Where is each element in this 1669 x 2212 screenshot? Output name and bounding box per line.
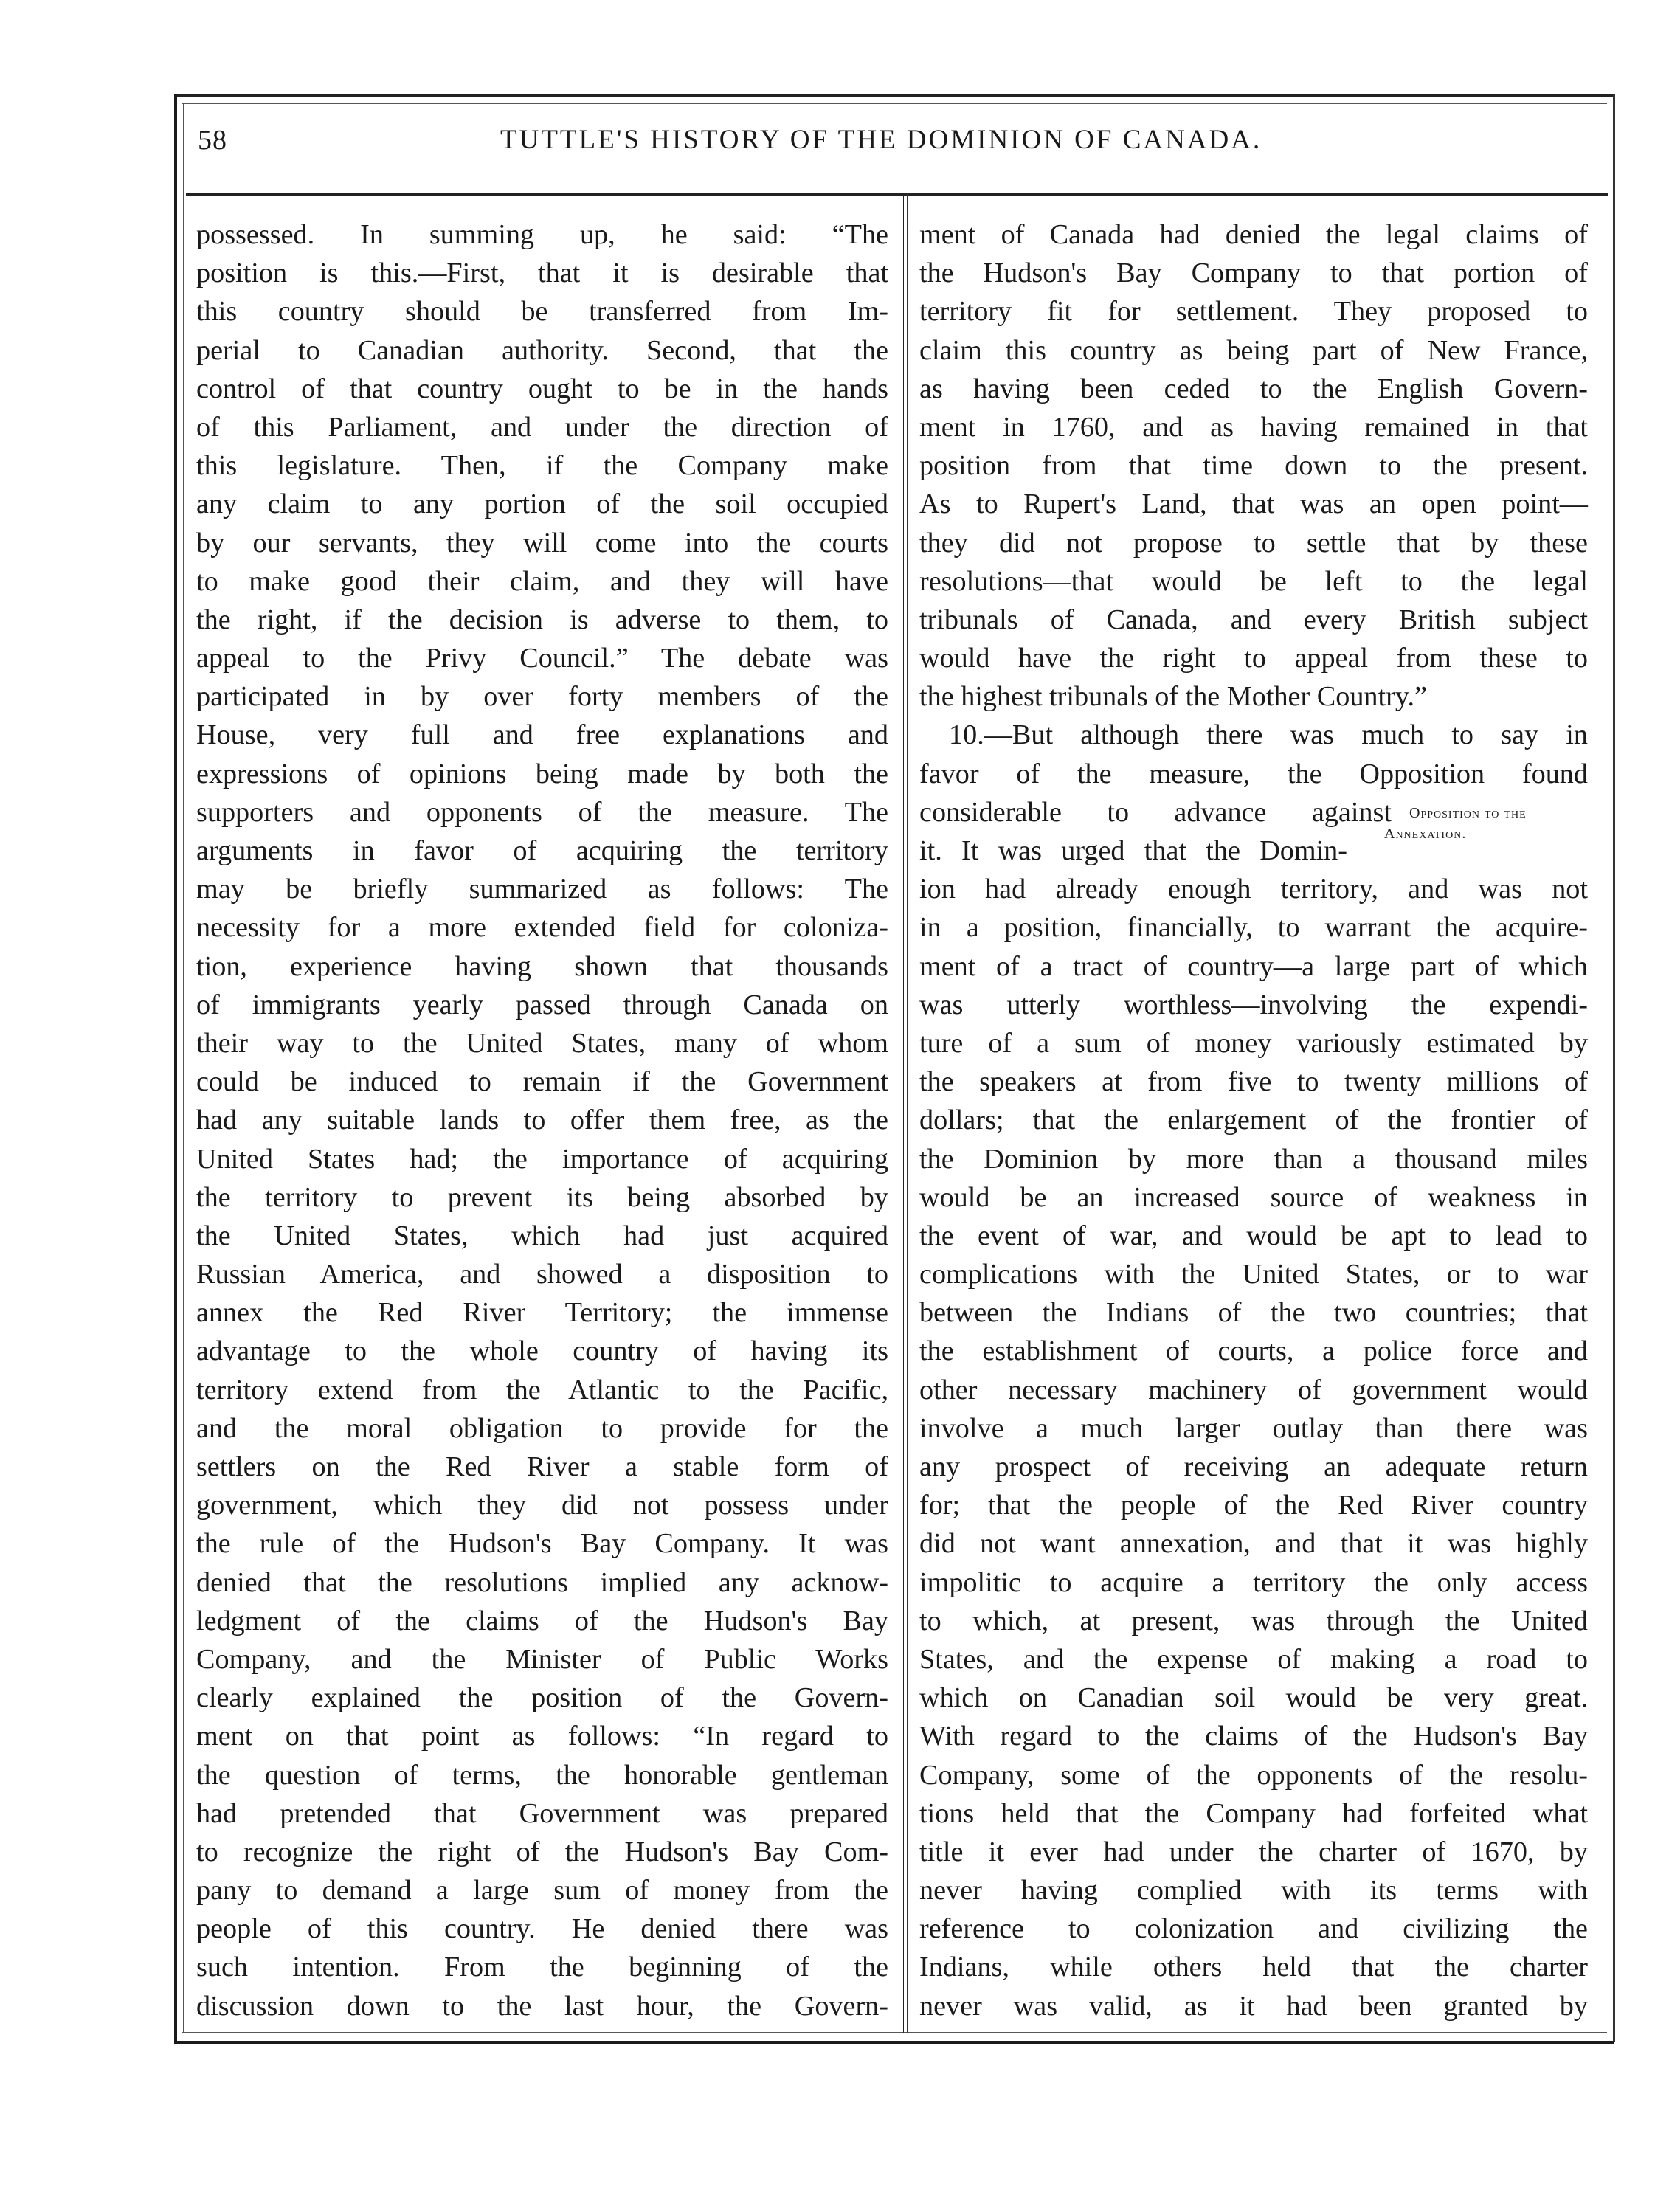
line-text: Russian America, and showed a disposition to bbox=[196, 1259, 888, 1290]
line-text: dollars; that the enlargement of the frontier of bbox=[919, 1105, 1588, 1136]
text-line bbox=[196, 1602, 888, 1640]
text-line bbox=[919, 1602, 1588, 1640]
line-text: necessity for a more extended field for coloniza- bbox=[196, 912, 888, 944]
line-text: any claim to any portion of the soil occupied bbox=[196, 488, 888, 520]
text-line bbox=[196, 908, 888, 947]
text-line bbox=[196, 1486, 888, 1524]
text-line bbox=[196, 1717, 888, 1755]
text-line bbox=[919, 1255, 1588, 1293]
text-line bbox=[196, 1756, 888, 1794]
text-line bbox=[196, 1293, 888, 1332]
line-text: had any suitable lands to offer them free, as the bbox=[196, 1105, 888, 1136]
line-text: they did not propose to settle that by these bbox=[919, 527, 1588, 559]
text-line bbox=[919, 1178, 1588, 1217]
text-line bbox=[196, 1024, 888, 1062]
line-text: of this Parliament, and under the direction of bbox=[196, 411, 888, 443]
line-text: pany to demand a large sum of money from the bbox=[196, 1875, 888, 1907]
text-line bbox=[196, 947, 888, 986]
line-text: the territory to prevent its being absorbed by bbox=[196, 1181, 888, 1213]
line-text: could be induced to remain if the Government bbox=[196, 1066, 888, 1098]
line-text: the event of war, and would be apt to lead to bbox=[919, 1220, 1588, 1251]
text-line bbox=[919, 1833, 1588, 1871]
text-line bbox=[919, 1486, 1588, 1524]
text-line bbox=[919, 485, 1588, 523]
line-text: in a position, financially, to warrant the acquire- bbox=[919, 912, 1588, 944]
line-text: would be an increased source of weakness in bbox=[919, 1181, 1588, 1213]
text-line bbox=[196, 601, 888, 639]
text-line bbox=[919, 1332, 1588, 1370]
line-text: never having complied with its terms with bbox=[919, 1875, 1588, 1907]
line-text: the speakers at from five to twenty millions of bbox=[919, 1066, 1588, 1098]
line-text: this legislature. Then, if the Company make bbox=[196, 450, 888, 482]
line-text: the right, if the decision is adverse to them, to bbox=[196, 604, 888, 635]
line-text: their way to the United States, many of whom bbox=[196, 1027, 888, 1059]
text-line bbox=[196, 1987, 888, 2025]
text-line bbox=[919, 215, 1588, 254]
line-text: clearly explained the position of the Govern- bbox=[196, 1682, 888, 1714]
paragraph-10-line-4 bbox=[919, 826, 1588, 870]
text-line bbox=[919, 1717, 1588, 1755]
line-text: With regard to the claims of the Hudson's Bay bbox=[919, 1721, 1588, 1752]
text-line bbox=[196, 1948, 888, 1986]
line-text: government, which they did not possess under bbox=[196, 1490, 888, 1521]
line-text: the Hudson's Bay Company to that portion of bbox=[919, 258, 1588, 289]
text-line bbox=[919, 1101, 1588, 1139]
line-text: appeal to the Privy Council.” The debate was bbox=[196, 643, 888, 674]
line-text: Indians, while others held that the charter bbox=[919, 1952, 1588, 1983]
line-text: and the moral obligation to provide for the bbox=[196, 1412, 888, 1444]
text-line bbox=[919, 1024, 1588, 1062]
line-text: the rule of the Hudson's Bay Company. It was bbox=[196, 1528, 888, 1560]
line-text: between the Indians of the two countries; that bbox=[919, 1297, 1588, 1329]
text-line bbox=[196, 1833, 888, 1871]
left-column bbox=[196, 215, 888, 2025]
text-line bbox=[919, 1640, 1588, 1679]
line-text: settlers on the Red River a stable form of bbox=[196, 1451, 888, 1482]
line-text: ledgment of the claims of the Hudson's Bay bbox=[196, 1605, 888, 1636]
text-line bbox=[919, 1409, 1588, 1448]
text-line bbox=[196, 1524, 888, 1563]
text-line bbox=[196, 1679, 888, 1717]
line-text: advantage to the whole country of having its bbox=[196, 1335, 888, 1367]
text-line bbox=[919, 370, 1588, 408]
right-column bbox=[919, 215, 1588, 2025]
text-line bbox=[196, 793, 888, 832]
text-line bbox=[196, 832, 888, 870]
line-text: ment of Canada had denied the legal claims of bbox=[919, 219, 1588, 250]
text-line bbox=[919, 1448, 1588, 1486]
right-column-rest-block bbox=[919, 870, 1588, 2025]
text-line bbox=[196, 562, 888, 601]
line-text: would have the right to appeal from these to bbox=[919, 643, 1588, 674]
text-line bbox=[196, 1178, 888, 1217]
line-text: title it ever had under the charter of 1670, by bbox=[919, 1836, 1588, 1867]
line-text: this country should be transferred from Im- bbox=[196, 296, 888, 328]
line-text: which on Canadian soil would be very great. bbox=[919, 1682, 1588, 1714]
text-line bbox=[196, 1101, 888, 1139]
running-title: TUTTLE'S HISTORY OF THE DOMINION OF CANADA. bbox=[500, 125, 1262, 155]
text-line bbox=[919, 408, 1588, 446]
text-line bbox=[196, 1409, 888, 1448]
text-line: it. It was urged that the Domin- bbox=[919, 835, 1347, 866]
page-frame-bottom-inner-rule bbox=[182, 2032, 1607, 2033]
line-text: the Dominion by more than a thousand miles bbox=[919, 1143, 1588, 1175]
line-text: control of that country ought to be in the hands bbox=[196, 373, 888, 404]
line-text: impolitic to acquire a territory the only access bbox=[919, 1566, 1588, 1598]
text-line bbox=[919, 1371, 1588, 1409]
header-rule bbox=[186, 193, 1608, 196]
text-line bbox=[196, 1640, 888, 1679]
line-text: may be briefly summarized as follows: The bbox=[196, 874, 888, 905]
text-line bbox=[196, 254, 888, 292]
text-line bbox=[196, 1909, 888, 1948]
paragraph-10-line-3 bbox=[919, 793, 1588, 832]
line-text: the highest tribunals of the Mother Country.” bbox=[919, 681, 1427, 713]
line-text: ment in 1760, and as having remained in that bbox=[919, 411, 1588, 443]
text-line bbox=[919, 908, 1588, 947]
text-line bbox=[919, 870, 1588, 908]
text-line bbox=[196, 524, 888, 562]
page-header bbox=[198, 124, 1600, 168]
line-text: ion had already enough territory, and was not bbox=[919, 874, 1588, 905]
text-line bbox=[196, 1140, 888, 1178]
side-note-annexation bbox=[1384, 826, 1466, 842]
line-text: position is this.—First, that it is desirable that bbox=[196, 258, 888, 289]
line-text: territory extend from the Atlantic to the Pacific, bbox=[196, 1374, 888, 1406]
line-text: annex the Red River Territory; the immense bbox=[196, 1297, 888, 1329]
text-line bbox=[919, 601, 1588, 639]
text-line bbox=[919, 254, 1588, 292]
text-line bbox=[919, 1794, 1588, 1833]
line-text: ment of a tract of country—a large part of which bbox=[919, 950, 1588, 982]
line-text: other necessary machinery of government would bbox=[919, 1374, 1588, 1406]
line-text: expressions of opinions being made by both the bbox=[196, 758, 888, 789]
line-text: the establishment of courts, a police force and bbox=[919, 1335, 1588, 1367]
line-text: reference to colonization and civilizing the bbox=[919, 1913, 1588, 1945]
line-text: to recognize the right of the Hudson's Bay Com- bbox=[196, 1836, 888, 1867]
text-line bbox=[919, 524, 1588, 562]
paragraph-10-line-2 bbox=[919, 755, 1588, 793]
text-line bbox=[196, 639, 888, 677]
line-text: of immigrants yearly passed through Canada on bbox=[196, 989, 888, 1020]
text-line bbox=[919, 1524, 1588, 1563]
text-line bbox=[919, 1909, 1588, 1948]
line-text: States, and the expense of making a road to bbox=[919, 1643, 1588, 1675]
line-text: denied that the resolutions implied any acknow- bbox=[196, 1566, 888, 1598]
line-text: discussion down to the last hour, the Govern- bbox=[196, 1990, 888, 2022]
text-line bbox=[919, 1679, 1588, 1717]
line-text: arguments in favor of acquiring the territory bbox=[196, 835, 888, 866]
text-line bbox=[919, 1062, 1588, 1101]
line-text: Company, and the Minister of Public Works bbox=[196, 1643, 888, 1675]
text-line bbox=[196, 215, 888, 254]
line-text: involve a much larger outlay than there was bbox=[919, 1412, 1588, 1444]
text-line bbox=[919, 1293, 1588, 1332]
text-line bbox=[919, 1563, 1588, 1602]
text-line bbox=[196, 986, 888, 1024]
text-line bbox=[196, 446, 888, 485]
text-line bbox=[196, 485, 888, 523]
text-line bbox=[196, 408, 888, 446]
text-line bbox=[196, 1217, 888, 1255]
text-line bbox=[196, 1062, 888, 1101]
line-text: position from that time down to the present. bbox=[919, 450, 1588, 482]
text-line bbox=[196, 1871, 888, 1909]
line-text: to make good their claim, and they will have bbox=[196, 565, 888, 597]
text-line bbox=[196, 677, 888, 716]
line-text: ture of a sum of money variously estimated by bbox=[919, 1027, 1588, 1059]
line-text: United States had; the importance of acquiring bbox=[196, 1143, 888, 1175]
line-text: had pretended that Government was prepared bbox=[196, 1797, 888, 1829]
text-line bbox=[919, 1948, 1588, 1986]
line-text: was utterly worthless—involving the expendi- bbox=[919, 989, 1588, 1020]
side-note-line-2: Annexation. bbox=[1384, 826, 1467, 842]
text-line bbox=[196, 1371, 888, 1409]
line-text: by our servants, they will come into the courts bbox=[196, 527, 888, 559]
line-text: the United States, which had just acquired bbox=[196, 1220, 888, 1251]
text-line bbox=[196, 1448, 888, 1486]
text-line bbox=[919, 1871, 1588, 1909]
text-line bbox=[919, 331, 1588, 370]
line-text: did not want annexation, and that it was highly bbox=[919, 1528, 1588, 1560]
text-line bbox=[919, 292, 1588, 331]
side-note-opposition bbox=[1409, 805, 1527, 821]
line-text: never was valid, as it had been granted by bbox=[919, 1990, 1588, 2022]
page-frame-bottom-rule bbox=[174, 2041, 1614, 2044]
text-line bbox=[919, 677, 1588, 716]
text-line bbox=[919, 446, 1588, 485]
line-text: any prospect of receiving an adequate return bbox=[919, 1451, 1588, 1482]
line-text: complications with the United States, or to war bbox=[919, 1259, 1588, 1290]
line-text: participated in by over forty members of the bbox=[196, 681, 888, 713]
text-line bbox=[919, 1140, 1588, 1178]
right-column-top-block bbox=[919, 215, 1588, 716]
line-text: tion, experience having shown that thousands bbox=[196, 950, 888, 982]
text-line bbox=[196, 331, 888, 370]
text-line bbox=[919, 1217, 1588, 1255]
text-line bbox=[196, 755, 888, 793]
text-line bbox=[919, 1756, 1588, 1794]
line-text: supporters and opponents of the measure. The bbox=[196, 796, 888, 828]
line-text: House, very full and free explanations and bbox=[196, 719, 888, 751]
line-text: for; that the people of the Red River country bbox=[919, 1490, 1588, 1521]
line-text: As to Rupert's Land, that was an open point— bbox=[919, 488, 1588, 520]
text-line bbox=[919, 1987, 1588, 2025]
text-line bbox=[919, 986, 1588, 1024]
line-text: possessed. In summing up, he said: “The bbox=[196, 219, 888, 250]
line-text: as having been ceded to the English Govern- bbox=[919, 373, 1588, 404]
line-text: tions held that the Company had forfeited what bbox=[919, 1797, 1588, 1829]
line-text: Company, some of the opponents of the resolu- bbox=[919, 1759, 1588, 1791]
text-line bbox=[196, 1332, 888, 1370]
text-line bbox=[196, 716, 888, 754]
text-line bbox=[919, 639, 1588, 677]
line-text: such intention. From the beginning of the bbox=[196, 1952, 888, 1983]
line-text: the question of terms, the honorable gentleman bbox=[196, 1759, 888, 1791]
line-text: to which, at present, was through the United bbox=[919, 1605, 1588, 1636]
line-text: claim this country as being part of New France, bbox=[919, 334, 1588, 366]
text-line bbox=[196, 370, 888, 408]
page-number: 58 bbox=[198, 125, 227, 156]
line-text: territory fit for settlement. They proposed to bbox=[919, 296, 1588, 328]
line-text: people of this country. He denied there was bbox=[196, 1913, 888, 1945]
line-text: ment on that point as follows: “In regard to bbox=[196, 1721, 888, 1752]
text-line bbox=[919, 562, 1588, 601]
text-line bbox=[196, 1794, 888, 1833]
text-line bbox=[196, 870, 888, 908]
side-note-line-1: Opposition to the bbox=[1409, 804, 1527, 821]
page-frame-inner-left-rule bbox=[183, 103, 184, 2033]
text-line: 10.—But although there was much to say in bbox=[949, 719, 1588, 751]
text-line bbox=[196, 1563, 888, 1602]
text-line bbox=[196, 292, 888, 331]
text-line bbox=[196, 1255, 888, 1293]
line-text: perial to Canadian authority. Second, that the bbox=[196, 334, 888, 366]
line-text: resolutions—that would be left to the legal bbox=[919, 565, 1588, 597]
paragraph-10-line-1 bbox=[919, 716, 1588, 754]
text-line: considerable to advance against bbox=[919, 796, 1392, 828]
text-line: favor of the measure, the Opposition found bbox=[919, 758, 1588, 789]
column-divider bbox=[902, 193, 908, 2033]
line-text: tribunals of Canada, and every British subject bbox=[919, 604, 1588, 635]
text-line bbox=[919, 947, 1588, 986]
